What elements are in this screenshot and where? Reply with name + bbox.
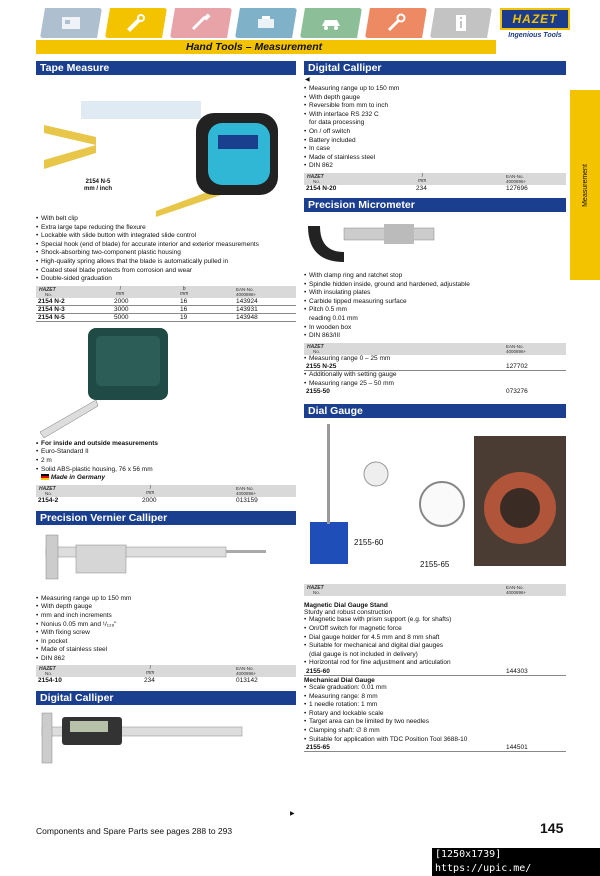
list-item: • DIN 863/III <box>304 332 566 341</box>
list-item: for data processing <box>309 119 365 127</box>
stand-features: • Magnetic base with prism support (e.g. for shafts) • On/Off switch for magnetic force • Dial gauge holder for 4.5 mm and 8 mm shaft • Suitable for mechanical and digital dial gauges (dial gauge is not included in delivery) • Horizontal rod for fine adjustment and articulation <box>304 616 566 668</box>
section-title-vernier: Precision Vernier Calliper <box>36 511 296 525</box>
list-item: • DIN 862 <box>36 655 296 664</box>
list-item: • With depth gauge <box>304 94 566 103</box>
gauge-title: Mechanical Dial Gauge <box>304 677 375 685</box>
table-row[interactable]: 2155-65 144501 <box>304 744 566 752</box>
page-header <box>0 0 600 60</box>
compact-tape-image <box>36 322 296 440</box>
section-title-tape-measure: Tape Measure <box>36 61 296 75</box>
table-no-label: No. <box>45 291 53 297</box>
table-header: HAZET No. l mm EAN-No. 4000896+ <box>36 665 296 677</box>
hand-tools-icon <box>124 13 148 33</box>
micrometer-range-1: • Measuring range 0 – 25 mm <box>304 355 566 364</box>
list-item: • High-quality spring allows that the blade is automatically pulled in <box>36 258 296 267</box>
col-ean: EAN-No. 4000896+ <box>236 286 257 297</box>
list-item: • 2 m <box>36 457 296 466</box>
micrometer-range-2: • Additionally with setting gauge • Measuring range 25 – 50 mm <box>304 371 566 388</box>
made-in-germany: Made in Germany <box>36 474 296 483</box>
footer-note: Components and Spare Parts see pages 288 to 293 <box>36 826 233 836</box>
table-row[interactable]: 2154 N-20 234 127696 <box>306 184 528 192</box>
arrow-left-icon: ◀ <box>305 77 310 83</box>
category-tab-engine[interactable] <box>235 8 297 38</box>
category-tab-hand-tools[interactable] <box>105 8 167 38</box>
section-title-digital-calliper: Digital Calliper <box>304 61 566 75</box>
list-item: • Solid ABS-plastic housing, 76 x 56 mm <box>36 466 296 475</box>
side-tab-label: Measurement <box>581 163 589 207</box>
table-row[interactable]: 2155-50 073276 <box>306 388 528 396</box>
image-credit: [1250x1739] https://upic.me/ <box>432 848 600 876</box>
car-service-icon <box>319 13 343 33</box>
table-header: HAZET No. l mm EAN-No. 4000896+ <box>304 173 566 185</box>
list-item: • Lockable with slide button with integrated slide control <box>36 232 296 241</box>
list-item: • In pocket <box>36 638 296 647</box>
table-header <box>36 286 296 298</box>
tape-callout-model: 2154 N-5 <box>85 179 111 185</box>
german-flag-icon <box>41 474 49 480</box>
list-item: • Reversible from mm to inch <box>304 102 566 111</box>
table-row[interactable]: 2154 N-3 3000 16 143931 <box>36 306 296 314</box>
list-item: • With clamp ring and ratchet stop <box>304 272 566 281</box>
info-icon <box>449 13 473 33</box>
wrench-icon <box>384 13 408 33</box>
section-title-digital-calliper-left: Digital Calliper <box>36 691 296 705</box>
micrometer-features <box>304 272 566 341</box>
left-column <box>36 61 296 769</box>
stand-title: Magnetic Dial Gauge Stand <box>304 602 388 610</box>
section-title-micrometer: Precision Micrometer <box>304 198 566 212</box>
list-item: • Coated steel blade protects from corrosion and wear <box>36 267 296 276</box>
table-header: HAZET No. EAN-No. 4000896+ <box>304 584 566 596</box>
tape-measure-features <box>36 215 296 284</box>
list-item: • Shock-absorbing two-component plastic housing <box>36 249 296 258</box>
label-stand: 2155-60 <box>354 538 384 548</box>
vernier-features <box>36 595 296 664</box>
table-header: HAZET No. EAN-No. 4000896+ <box>304 343 566 355</box>
list-item: • On / off switch <box>304 128 566 137</box>
table-row[interactable]: 2154 N-5 5000 19 143948 <box>36 314 296 322</box>
stand-subtitle: Sturdy and robust construction <box>304 609 393 617</box>
list-item: • Nonius 0.05 mm and ¹/₁₂₈" <box>36 621 296 630</box>
list-item: • Double-sided graduation <box>36 275 296 284</box>
page-title: Hand Tools – Measurement <box>186 41 323 53</box>
list-item: • With insulating plates <box>304 289 566 298</box>
list-item: • Measuring range up to 150 mm <box>304 85 566 94</box>
category-tab-car-service[interactable] <box>300 8 362 38</box>
list-item: • Battery included <box>304 137 566 146</box>
compact-tape-features <box>36 440 296 483</box>
category-tab-wrenches[interactable] <box>365 8 427 38</box>
screwdriver-icon <box>189 13 213 33</box>
table-brand: HAZET <box>39 286 56 293</box>
list-item: • With belt clip <box>36 215 296 224</box>
list-item: • Carbide tipped measuring surface <box>304 298 566 307</box>
page-number: 145 <box>540 820 564 836</box>
list-item: • mm and inch increments <box>36 612 296 621</box>
list-item: • DIN 862 <box>304 162 566 171</box>
table-row[interactable]: 2154 N-2 2000 16 143924 <box>36 298 296 306</box>
digital-calliper-features <box>304 85 566 171</box>
engine-icon <box>254 13 278 33</box>
list-item: • With fixing screw <box>36 629 296 638</box>
list-item: • Euro-Standard II <box>36 448 296 457</box>
category-tab-screwdrivers[interactable] <box>170 8 232 38</box>
list-item: • In case <box>304 145 566 154</box>
list-item: • With depth gauge <box>36 603 296 612</box>
side-tab-measurement[interactable] <box>570 90 600 280</box>
list-item: • Made of stainless steel <box>304 154 566 163</box>
brand-tagline: Ingenious Tools <box>508 32 562 39</box>
tape-measure-image <box>36 75 296 215</box>
arrow-right-icon: ▶ <box>290 811 295 817</box>
table-row[interactable]: 2154-2 2000 013159 <box>38 496 258 504</box>
table-header: HAZET No. l mm EAN-No. 4000896+ <box>36 485 296 497</box>
col-length: l mm <box>116 285 125 297</box>
list-item: • In wooden box <box>304 324 566 333</box>
list-item: • Extra large tape reducing the flexure <box>36 224 296 233</box>
category-tab-info[interactable] <box>430 8 492 38</box>
table-row[interactable]: 2154-10 234 013142 <box>38 677 258 685</box>
table-row[interactable]: 2155-60 144303 <box>304 668 566 676</box>
list-item: • For inside and outside measurements <box>36 440 296 449</box>
list-item: reading 0.01 mm <box>309 314 358 322</box>
right-column <box>304 61 566 752</box>
tape-callout-units: mm / inch <box>84 186 113 192</box>
list-item: • Made of stainless steel <box>36 646 296 655</box>
micrometer-image <box>304 212 566 272</box>
gauge-features: • Scale graduation: 0.01 mm • Measuring range: 8 mm • 1 needle rotation: 1 mm • Rotary and lockable scale • Target area can be limited by two needles • Clamping shaft: ∅ 8 mm • Suitable for application with TDC Position Tool 3688-10 <box>304 684 566 744</box>
category-tabs <box>40 8 492 38</box>
list-item: • Spindle hidden inside, ground and hardened, adjustable <box>304 281 566 290</box>
workshop-icon <box>59 13 83 33</box>
dial-gauge-image <box>304 418 566 582</box>
list-item: • Pitch 0.5 mm <box>304 306 566 315</box>
col-width: b mm <box>180 285 189 297</box>
digital-calliper-image <box>36 705 296 769</box>
vernier-image <box>36 525 296 595</box>
section-title-dial-gauge: Dial Gauge <box>304 404 566 418</box>
brand-logo: HAZET <box>500 8 570 30</box>
list-item: • Special hook (end of blade) for accurate interior and exterior measurements <box>36 241 296 250</box>
table-row[interactable]: 2155 N-25 127702 <box>304 363 566 371</box>
label-gauge: 2155-65 <box>420 560 450 570</box>
category-tab-workshop[interactable] <box>40 8 102 38</box>
list-item: • Measuring range up to 150 mm <box>36 595 296 604</box>
list-item: • With interface RS 232 C <box>304 111 566 120</box>
